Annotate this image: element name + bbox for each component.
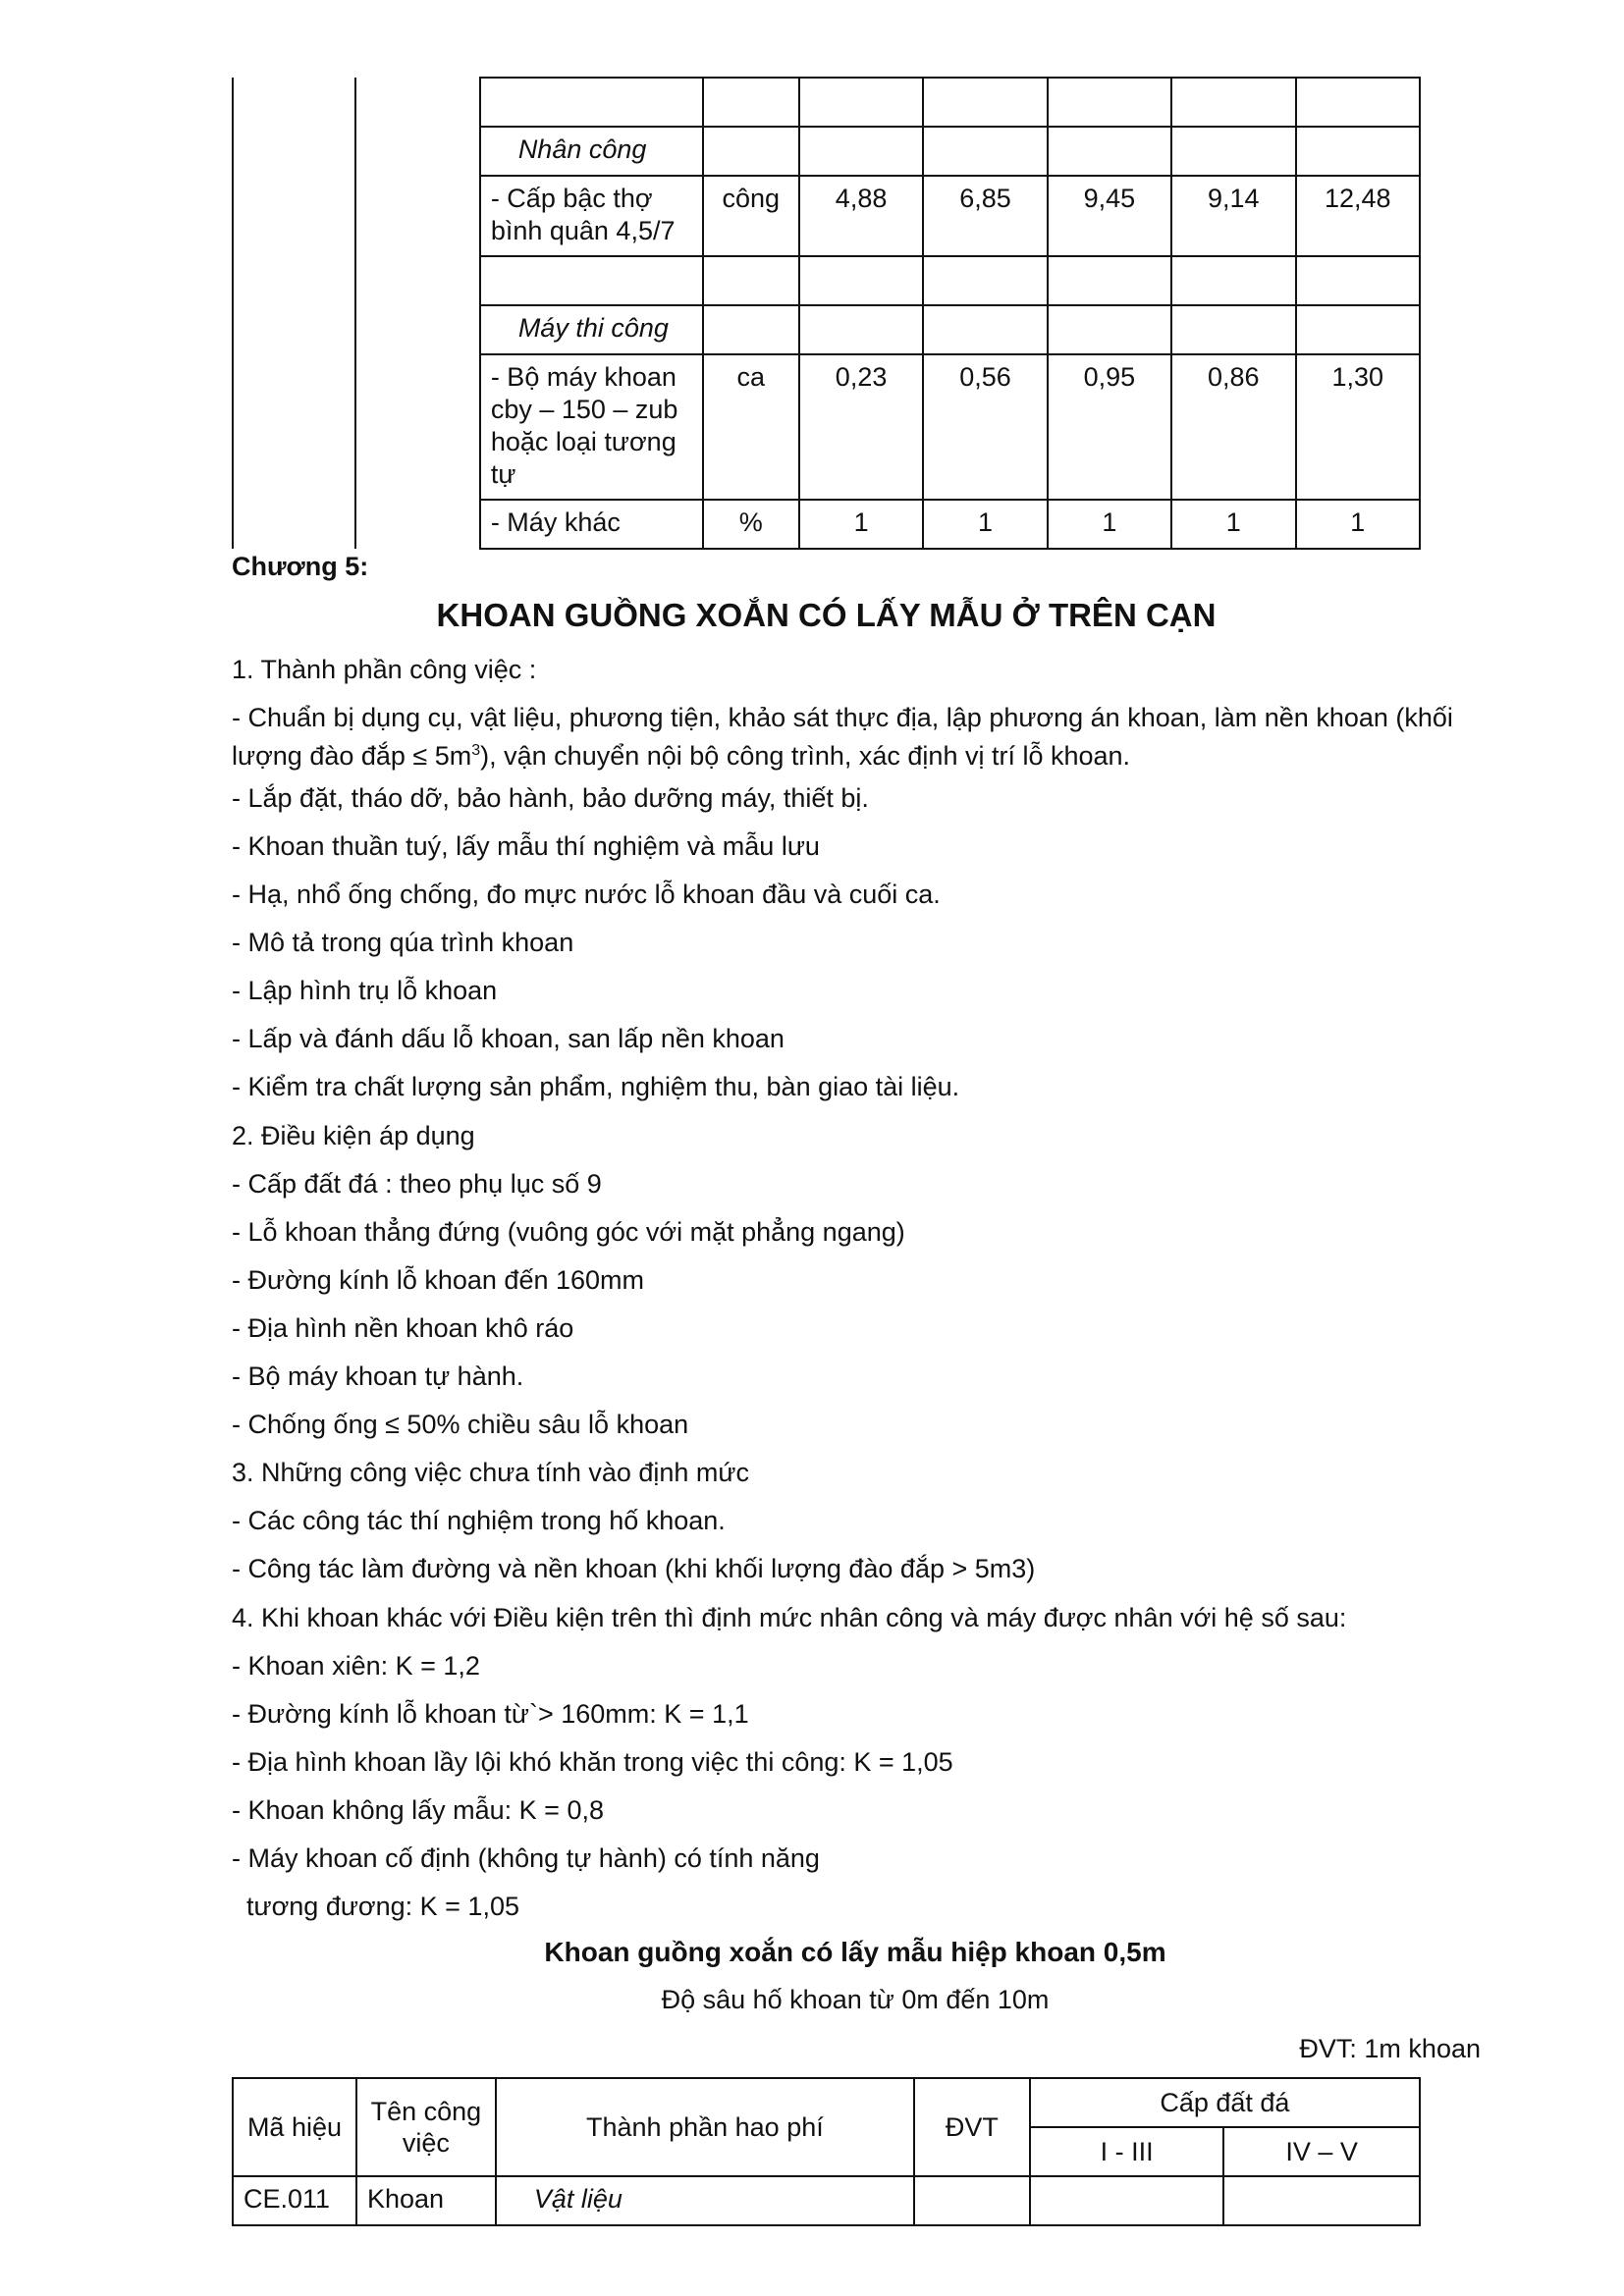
table-row [233, 176, 1420, 256]
value-cell [1296, 256, 1421, 305]
table-row [233, 354, 1420, 500]
header-component: Thành phần hao phí [496, 2078, 914, 2176]
unit-cell: công [703, 176, 799, 256]
header-grade-2: IV – V [1223, 2127, 1420, 2176]
table-row [233, 305, 1420, 354]
blank-cell [355, 78, 479, 127]
section1-heading: 1. Thành phần công việc : [232, 655, 537, 684]
blank-cell [233, 176, 355, 256]
blank-cell [233, 500, 355, 549]
chapter-title: KHOAN GUỒNG XOẮN CÓ LẤY MẪU Ở TRÊN CẠN [436, 597, 1217, 633]
list-item: - Cấp đất đá : theo phụ lục số 9 [232, 1169, 602, 1199]
list-item: - Địa hình khoan lầy lội khó khăn trong việc thi công: K = 1,05 [232, 1747, 953, 1777]
list-item: - Khoan xiên: K = 1,2 [232, 1651, 480, 1681]
list-item: - Khoan không lấy mẫu: K = 0,8 [232, 1795, 604, 1825]
norm-table [232, 2077, 1421, 2226]
header-unit: ĐVT [914, 2078, 1030, 2176]
unit-cell: ca [703, 354, 799, 500]
chapter-label: Chương 5: [232, 552, 369, 581]
value-cell: 0,86 [1171, 354, 1295, 500]
section3-heading: 3. Những công việc chưa tính vào định mức [232, 1458, 750, 1487]
blank-cell [233, 256, 355, 305]
value-cell: 9,45 [1048, 176, 1171, 256]
unit-cell [703, 305, 799, 354]
value-cell [1296, 127, 1421, 176]
list-item: - Lấp và đánh dấu lỗ khoan, san lấp nền khoan [232, 1024, 785, 1053]
value-cell [1296, 305, 1421, 354]
value-cell [1048, 78, 1171, 127]
blank-cell [233, 305, 355, 354]
list-item: - Đường kính lỗ khoan từ`> 160mm: K = 1,1 [232, 1699, 749, 1729]
section1-item-prep: - Chuẩn bị dụng cụ, vật liệu, phương tiện, khảo sát thực địa, lập phương án khoan, làm nền khoan (khối lượng đào đắp ≤ $5m^3$), vận chuyển nội bộ công trình, xác định vị trí lỗ khoan. [232, 703, 1453, 771]
list-item: - Lập hình trụ lỗ khoan [232, 976, 498, 1005]
list-item: - Địa hình nền khoan khô ráo [232, 1313, 574, 1343]
component-cell: Máy thi công [480, 305, 703, 354]
component-cell: - Bộ máy khoan cby – 150 – zub hoặc loại tương tự [480, 354, 703, 500]
blank-cell [233, 127, 355, 176]
value-cell: 12,48 [1296, 176, 1421, 256]
table-row [233, 127, 1420, 176]
unit-note: ĐVT: 1m khoan [1299, 2034, 1481, 2063]
value-cell [1048, 127, 1171, 176]
list-item: - Hạ, nhổ ống chống, đo mực nước lỗ khoan đầu và cuối ca. [232, 880, 941, 909]
value-cell: 1 [1171, 500, 1295, 549]
list-item: - Lỗ khoan thẳng đứng (vuông góc với mặt phẳng ngang) [232, 1217, 905, 1247]
unit-cell: % [703, 500, 799, 549]
value-cell [1296, 78, 1421, 127]
row-unit [914, 2176, 1030, 2225]
component-cell: - Cấp bậc thợ bình quân 4,5/7 [480, 176, 703, 256]
component-cell: Nhân công [480, 127, 703, 176]
value-cell [799, 127, 923, 176]
row-grade-2 [1223, 2176, 1420, 2225]
value-cell [923, 127, 1047, 176]
blank-cell [355, 127, 479, 176]
header-grade-1: I - III [1030, 2127, 1224, 2176]
component-cell: - Máy khác [480, 500, 703, 549]
blank-cell [355, 500, 479, 549]
value-cell [923, 305, 1047, 354]
unit-cell [703, 256, 799, 305]
value-cell [799, 256, 923, 305]
table-row [233, 256, 1420, 305]
list-item: - Kiểm tra chất lượng sản phẩm, nghiệm thu, bàn giao tài liệu. [232, 1072, 960, 1101]
list-item: - Máy khoan cố định (không tự hành) có tính năng [232, 1843, 820, 1873]
value-cell [1171, 305, 1295, 354]
value-cell: 1 [799, 500, 923, 549]
list-item: - Chống ống ≤ 50% chiều sâu lỗ khoan [232, 1410, 689, 1439]
row-code: CE.011 [233, 2176, 356, 2225]
value-cell [1048, 256, 1171, 305]
list-item: - Mô tả trong qúa trình khoan [232, 928, 574, 957]
norm-table-continued [232, 77, 1421, 550]
list-item: tương đương: K = 1,05 [232, 1892, 519, 1921]
value-cell [923, 256, 1047, 305]
list-item: - Khoan thuần tuý, lấy mẫu thí nghiệm và mẫu lưu [232, 831, 820, 861]
value-cell: 9,14 [1171, 176, 1295, 256]
blank-cell [355, 305, 479, 354]
value-cell: 6,85 [923, 176, 1047, 256]
blank-cell [355, 256, 479, 305]
list-item: - Bộ máy khoan tự hành. [232, 1362, 524, 1391]
row-grade-1 [1030, 2176, 1224, 2225]
value-cell [1171, 127, 1295, 176]
row-name: Khoan [356, 2176, 496, 2225]
section4-heading: 4. Khi khoan khác với Điều kiện trên thì định mức nhân công và máy được nhân với hệ số sau: [232, 1603, 1347, 1632]
list-item: - Lắp đặt, tháo dỡ, bảo hành, bảo dưỡng máy, thiết bị. [232, 783, 869, 813]
value-cell [923, 78, 1047, 127]
value-cell: 1 [1296, 500, 1421, 549]
blank-cell [355, 354, 479, 500]
list-item: - Công tác làm đường và nền khoan (khi khối lượng đào đắp > 5m3) [232, 1554, 1036, 1583]
unit-cell [703, 78, 799, 127]
value-cell: 1,30 [1296, 354, 1421, 500]
blank-cell [355, 176, 479, 256]
subtable-subtitle: Độ sâu hố khoan từ 0m đến 10m [661, 1985, 1050, 2014]
value-cell: 1 [923, 500, 1047, 549]
value-cell: 1 [1048, 500, 1171, 549]
section2-heading: 2. Điều kiện áp dụng [232, 1121, 475, 1150]
subtable-title: Khoan guồng xoắn có lấy mẫu hiệp khoan 0,5m [544, 1937, 1166, 1967]
value-cell: 4,88 [799, 176, 923, 256]
table-row [233, 78, 1420, 127]
value-cell: 0,56 [923, 354, 1047, 500]
value-cell: 0,95 [1048, 354, 1171, 500]
component-cell [480, 78, 703, 127]
value-cell [1171, 256, 1295, 305]
blank-cell [233, 78, 355, 127]
value-cell [799, 305, 923, 354]
header-grade: Cấp đất đá [1030, 2078, 1420, 2127]
blank-cell [233, 354, 355, 500]
list-item: - Các công tác thí nghiệm trong hố khoan. [232, 1506, 726, 1535]
row-component: Vật liệu [496, 2176, 914, 2225]
header-code: Mã hiệu [233, 2078, 356, 2176]
unit-cell [703, 127, 799, 176]
value-cell [799, 78, 923, 127]
component-cell [480, 256, 703, 305]
header-name: Tên công việc [356, 2078, 496, 2176]
value-cell: 0,23 [799, 354, 923, 500]
value-cell [1171, 78, 1295, 127]
value-cell [1048, 305, 1171, 354]
table-row [233, 500, 1420, 549]
list-item: - Đường kính lỗ khoan đến 160mm [232, 1265, 645, 1295]
